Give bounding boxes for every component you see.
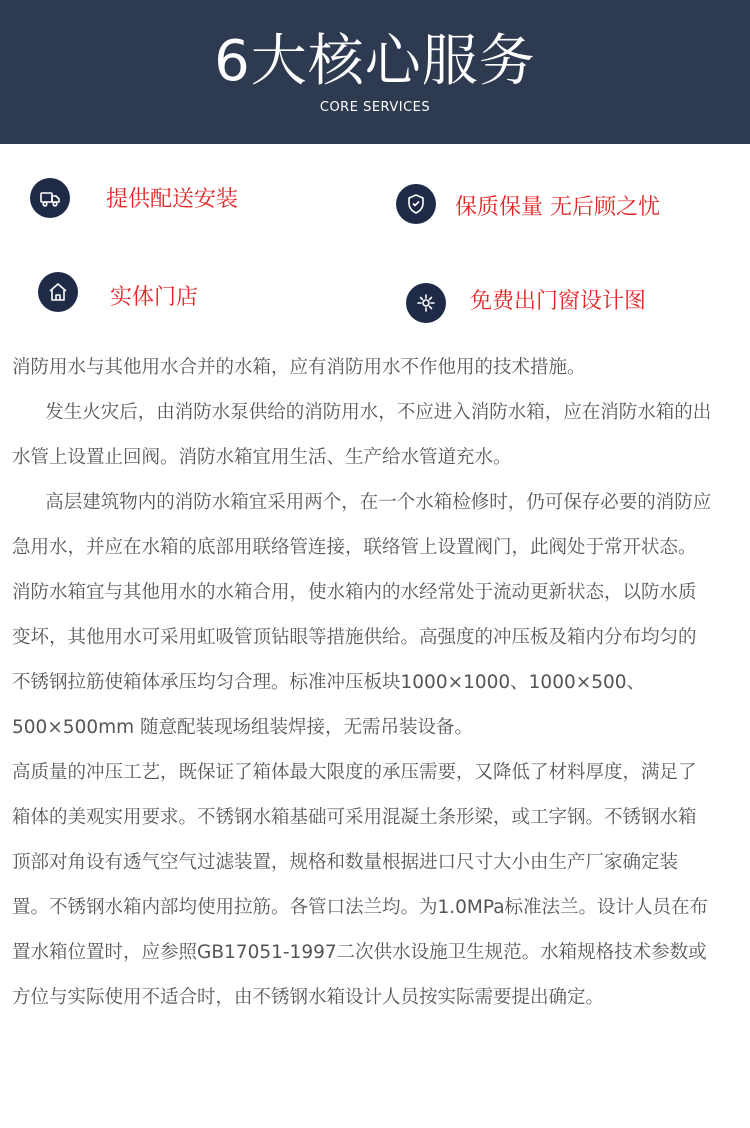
page-subtitle: CORE SERVICES bbox=[319, 100, 431, 115]
header-banner bbox=[0, 0, 750, 144]
article-body bbox=[12, 345, 712, 1020]
shield-guarantee-icon bbox=[396, 184, 436, 224]
feature-label: 实体门店 bbox=[110, 285, 199, 310]
paragraph: 消防用水与其他用水合并的水箱，应有消防用水不作他用的技术措施。 bbox=[12, 357, 586, 378]
feature-delivery-install bbox=[30, 178, 330, 238]
feature-label: 保质保量 无后顾之忧 bbox=[455, 195, 660, 220]
page-title: 6大核心服务 bbox=[214, 29, 536, 94]
feature-physical-store bbox=[38, 272, 298, 332]
feature-quality-guarantee bbox=[396, 184, 726, 244]
home-store-icon bbox=[38, 272, 78, 312]
paragraph: 高层建筑物内的消防水箱宜采用两个，在一个水箱检修时，仍可保存必要的消防应急用水，并应在水箱的底部用联络管连接，联络管上设置阀门，此阀处于常开状态。消防水箱宜与其他用水的水箱合用，使水箱内的水经常处于流动更新状态，以防水质变坏，其他用水可采用虹吸管顶钻眼等措施供给。高强度的冲压板及箱内分布均匀的不锈钢拉筋使箱体承压均匀合理。标准冲压板块1000×1000、1000×500、500×500mm 随意配装现场组装焊接，无需吊装设备。 bbox=[12, 492, 712, 738]
feature-label: 免费出门窗设计图 bbox=[470, 289, 647, 314]
feature-label: 提供配送安装 bbox=[106, 187, 239, 212]
design-tool-icon bbox=[406, 283, 446, 323]
paragraph: 发生火灾后，由消防水泵供给的消防用水，不应进入消防水箱，应在消防水箱的出水管上设置止回阀。消防水箱宜用生活、生产给水管道充水。 bbox=[12, 402, 712, 468]
feature-free-design bbox=[406, 283, 726, 343]
paragraph: 高质量的冲压工艺，既保证了箱体最大限度的承压需要，又降低了材料厚度，满足了箱体的美观实用要求。不锈钢水箱基础可采用混凝土条形梁，或工字钢。不锈钢水箱顶部对角设有透气空气过滤装置，规格和数量根据进口尺寸大小由生产厂家确定装置。不锈钢水箱内部均使用拉筋。各管口法兰均。为1.0MPa标准法兰。设计人员在布置水箱位置时，应参照GB17051-1997二次供水设施卫生规范。水箱规格技术参数或方位与实际使用不适合时，由不锈钢水箱设计人员按实际需要提出确定。 bbox=[12, 762, 709, 1008]
delivery-truck-icon bbox=[30, 178, 70, 218]
